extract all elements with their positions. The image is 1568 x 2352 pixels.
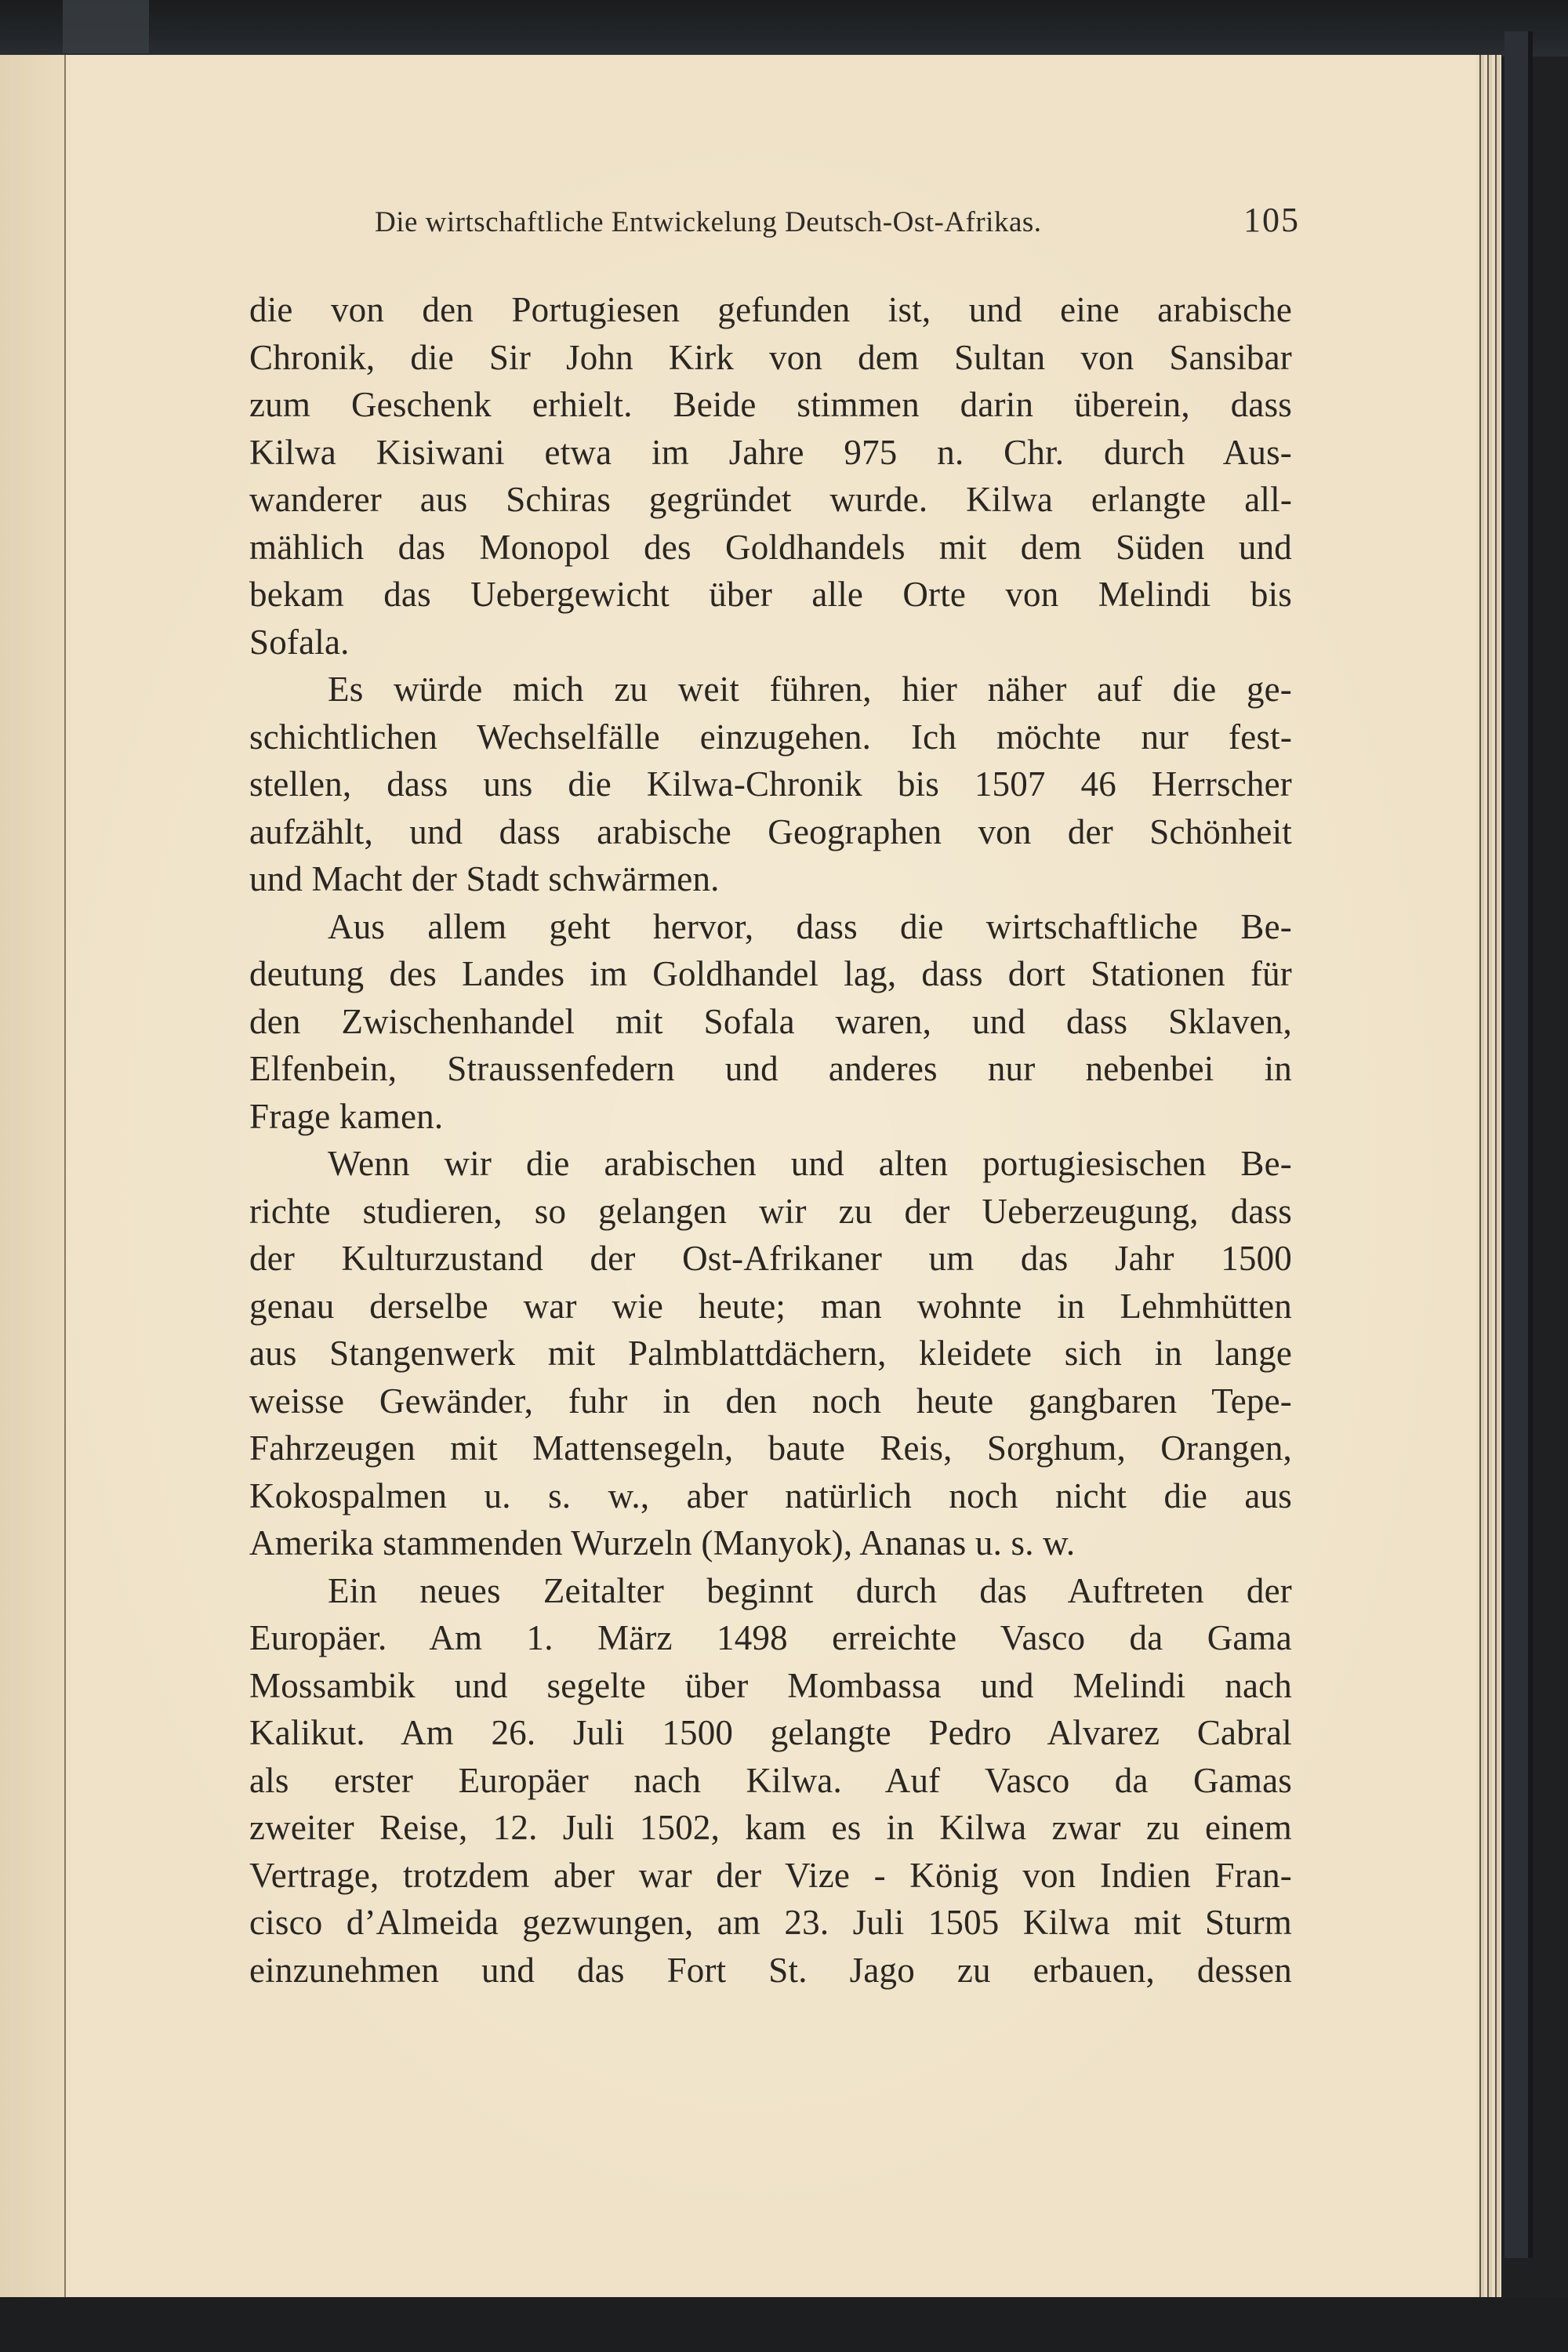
text-line: deutung des Landes im Goldhandel lag, dass dort Stationen für — [249, 954, 1292, 993]
text-line: den Zwischenhandel mit Sofala waren, und dass Sklaven, — [249, 1001, 1292, 1041]
text-line: Es würde mich zu weit führen, hier näher auf die ge- — [328, 670, 1292, 709]
book-page — [0, 55, 1501, 2297]
text-line: Fahrzeugen mit Mattensegeln, baute Reis, Sorghum, Orangen, — [249, 1428, 1292, 1468]
page-gutter — [0, 55, 66, 2297]
text-line: zum Geschenk erhielt. Beide stimmen darin überein, dass — [249, 385, 1292, 424]
text-line: Sofala. — [249, 622, 350, 662]
page-fore-edge — [1476, 55, 1501, 2297]
text-line: weisse Gewänder, fuhr in den noch heute gangbaren Tepe- — [249, 1381, 1292, 1421]
text-line: und Macht der Stadt schwärmen. — [249, 859, 720, 898]
text-line: Elfenbein, Straussenfedern und anderes nur nebenbei in — [249, 1049, 1292, 1088]
text-line: genau derselbe war wie heute; man wohnte in Lehmhütten — [249, 1286, 1292, 1326]
running-head-title: Die wirtschaftliche Entwickelung Deutsch-Ost-Afrikas. — [375, 206, 1042, 238]
book-cover-right-edge — [1504, 31, 1533, 2258]
text-line: Kalikut. Am 26. Juli 1500 gelangte Pedro Alvarez Cabral — [249, 1713, 1292, 1752]
text-line: zweiter Reise, 12. Juli 1502, kam es in Kilwa zwar zu einem — [249, 1808, 1292, 1847]
text-line: Vertrage, trotzdem aber war der Vize - König von Indien Fran- — [249, 1855, 1292, 1895]
text-line: Mossambik und segelte über Mombassa und Melindi nach — [249, 1665, 1292, 1705]
book-cover-bottom-edge — [0, 2297, 1568, 2352]
text-line: Aus allem geht hervor, dass die wirtschaftliche Be- — [328, 906, 1292, 946]
text-line: Kilwa Kisiwani etwa im Jahre 975 n. Chr. durch Aus- — [249, 432, 1292, 472]
text-line: wanderer aus Schiras gegründet wurde. Kilwa erlangte all- — [249, 480, 1292, 519]
paragraph — [249, 666, 1292, 903]
text-line: schichtlichen Wechselfälle einzugehen. Ich möchte nur fest- — [249, 717, 1292, 757]
text-line: bekam das Uebergewicht über alle Orte von Melindi bis — [249, 575, 1292, 614]
text-line: mählich das Monopol des Goldhandels mit dem Süden und — [249, 527, 1292, 567]
text-line: Wenn wir die arabischen und alten portugiesischen Be- — [328, 1144, 1292, 1183]
text-line: aus Stangenwerk mit Palmblattdächern, kleidete sich in lange — [249, 1334, 1292, 1373]
text-line: richte studieren, so gelangen wir zu der Ueberzeugung, dass — [249, 1191, 1292, 1231]
page-number: 105 — [1243, 201, 1300, 239]
paragraph — [249, 1567, 1292, 1994]
text-line: Chronik, die Sir John Kirk von dem Sultan von Sansibar — [249, 337, 1292, 377]
paragraph — [249, 903, 1292, 1141]
text-line: Amerika stammenden Wurzeln (Manyok), Ananas u. s. w. — [249, 1523, 1076, 1563]
text-line: Europäer. Am 1. März 1498 erreichte Vasco da Gama — [249, 1618, 1292, 1657]
text-line: Ein neues Zeitalter beginnt durch das Auftreten der — [328, 1570, 1292, 1610]
paragraph — [249, 1140, 1292, 1567]
text-line: die von den Portugiesen gefunden ist, und eine arabische — [249, 290, 1292, 329]
text-line: als erster Europäer nach Kilwa. Auf Vasco da Gamas — [249, 1760, 1292, 1800]
text-line: einzunehmen und das Fort St. Jago zu erbauen, dessen — [249, 1950, 1292, 1990]
text-line: der Kulturzustand der Ost-Afrikaner um das Jahr 1500 — [249, 1239, 1292, 1278]
text-line: aufzählt, und dass arabische Geographen von der Schönheit — [249, 811, 1292, 851]
cover-leather-patch — [63, 0, 149, 53]
running-head — [375, 200, 1300, 240]
text-line: Frage kamen. — [249, 1096, 444, 1136]
text-line: cisco d’Almeida gezwungen, am 23. Juli 1505 Kilwa mit Sturm — [249, 1903, 1292, 1942]
text-line: Kokospalmen u. s. w., aber natürlich noch nicht die aus — [249, 1475, 1292, 1515]
book-cover-top-edge — [0, 0, 1568, 56]
body-text — [249, 286, 1292, 1994]
paragraph — [249, 286, 1292, 666]
text-line: stellen, dass uns die Kilwa-Chronik bis 1507 46 Herrscher — [249, 764, 1292, 804]
